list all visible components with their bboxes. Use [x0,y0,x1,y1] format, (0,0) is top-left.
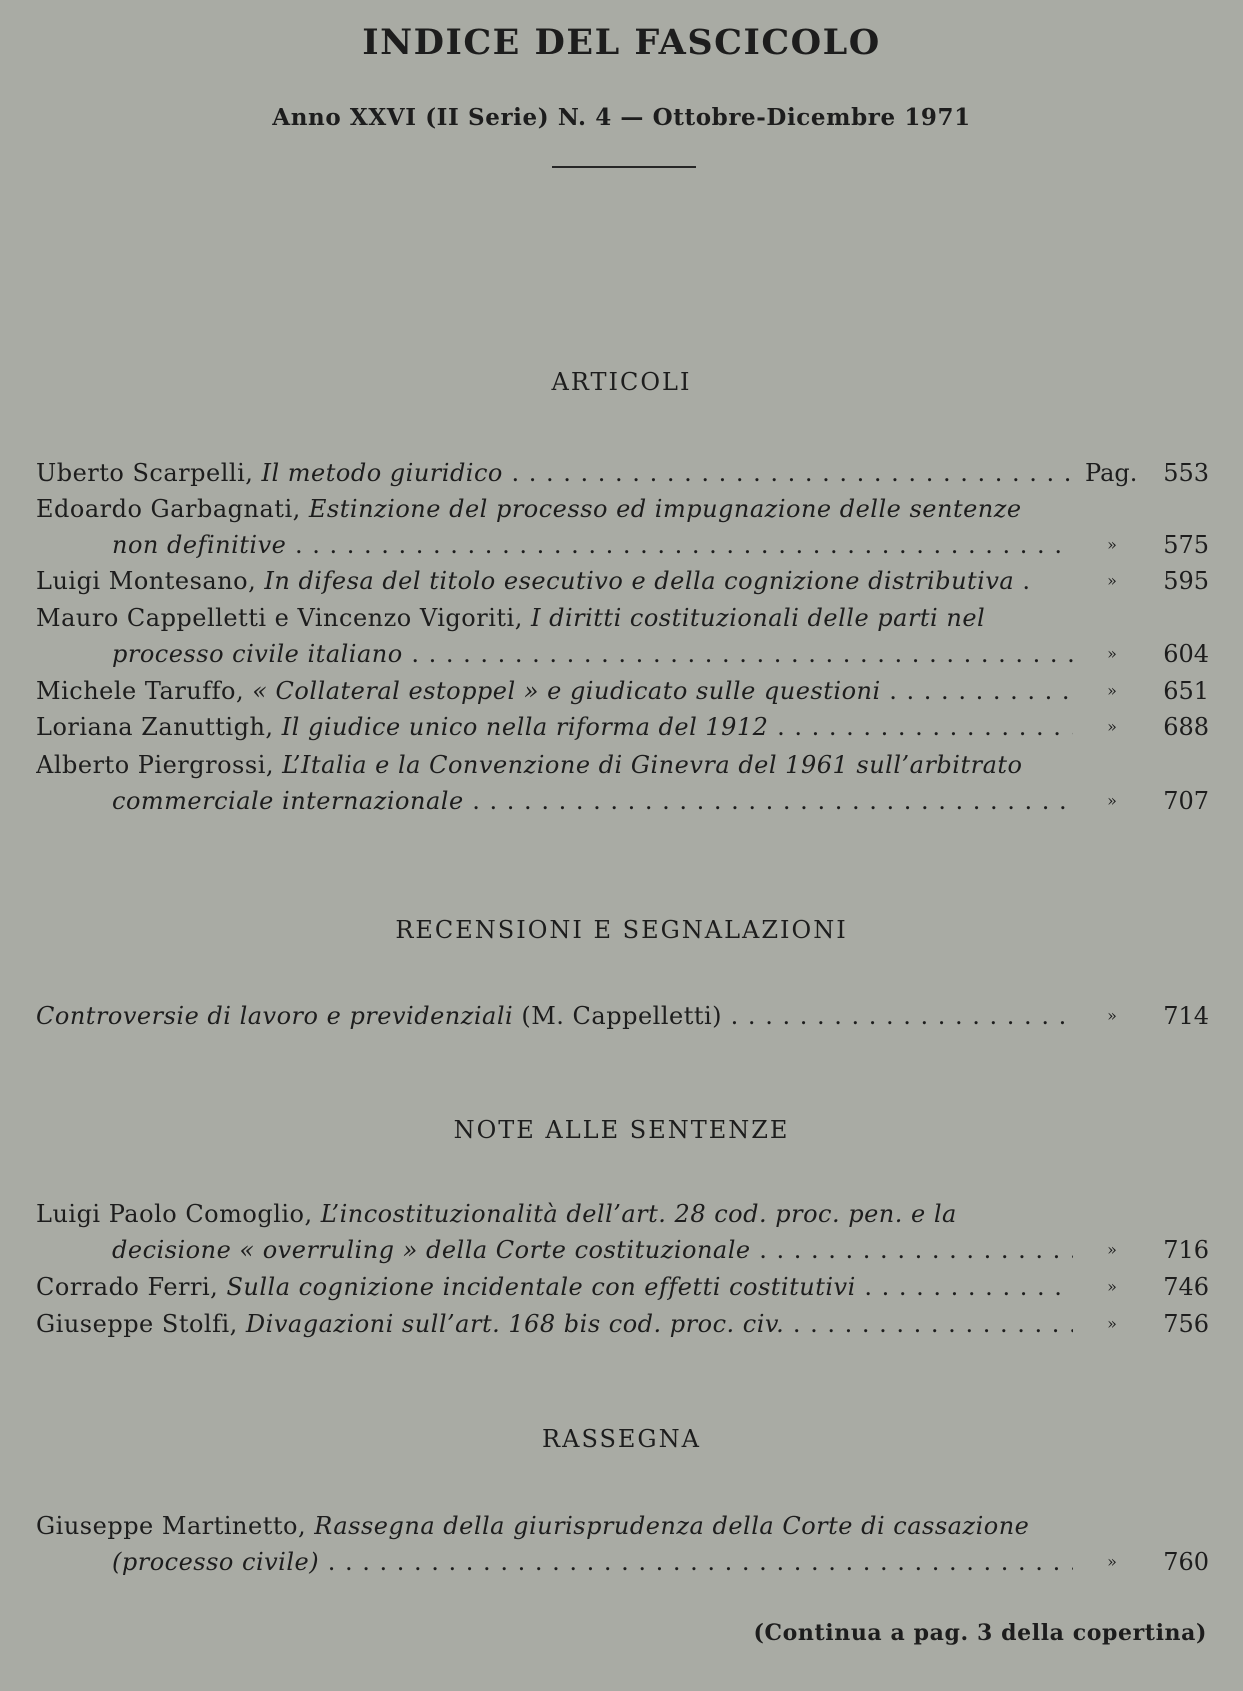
entry-title: Rassegna della giurisprudenza della Corte di cassazione [314,1512,1030,1540]
entry-text [36,1508,1073,1544]
ditto-marker: » [1107,535,1117,554]
toc-entry [0,563,1243,599]
title-rule [552,166,696,168]
toc-entry [0,709,1243,745]
ditto-marker: » [1107,1006,1117,1025]
entry-author: Giuseppe Stolfi, [36,1310,238,1338]
page-number: 688 [1163,713,1209,741]
section-heading-rassegna: RASSEGNA [542,1425,701,1453]
entry-author: Giuseppe Martinetto, [36,1512,307,1540]
toc-entry [0,673,1243,709]
entry-title: L’incostituzionalità dell’art. 28 cod. proc. pen. e la [320,1200,957,1228]
entry-title: In difesa del titolo esecutivo e della cognizione distributiva [264,567,1015,595]
ditto-marker: » [1107,791,1117,810]
entry-title-continued: non definitive [112,531,287,559]
section-heading-note: NOTE ALLE SENTENZE [453,1116,790,1144]
page-number: 756 [1163,1310,1209,1338]
entry-author: Mauro Cappelletti e Vincenzo Vigoriti, [36,604,523,632]
entry-text-continued [112,783,1073,819]
ditto-marker: » [1107,1552,1117,1571]
continuation-note: (Continua a pag. 3 della copertina) [753,1620,1207,1646]
entry-title-continued: (processo civile) [112,1548,320,1576]
page-number: 553 [1163,459,1209,487]
entry-author: Alberto Piergrossi, [36,751,274,779]
ditto-marker: » [1107,717,1117,736]
entry-author: Edoardo Garbagnati, [36,495,301,523]
entry-text [36,600,1073,636]
ditto-marker: » [1107,1240,1117,1259]
toc-entry [0,747,1243,819]
entry-author: Loriana Zanuttigh, [36,713,274,741]
entry-title: Divagazioni sull’art. 168 bis cod. proc. civ. [245,1310,785,1338]
entry-author: Luigi Montesano, [36,567,257,595]
entry-title-continued: decisione « overruling » della Corte costituzionale [112,1236,751,1264]
page-number: 716 [1163,1236,1209,1264]
toc-entry [0,455,1243,491]
ditto-marker: » [1107,1277,1117,1296]
entry-text-continued [112,1232,1073,1268]
entry-author: (M. Cappelletti) [521,1002,723,1030]
toc-entry [0,1508,1243,1580]
ditto-marker: » [1107,1314,1117,1333]
toc-entry [0,1306,1243,1342]
section-heading-articoli: ARTICOLI [551,368,692,396]
section-heading-recensioni: RECENSIONI E SEGNALAZIONI [395,916,848,944]
issue-subtitle: Anno XXVI (II Serie) N. 4 — Ottobre-Dicembre 1971 [272,104,971,131]
ditto-marker: » [1107,681,1117,700]
toc-entry [0,491,1243,563]
entry-text [36,491,1073,527]
ditto-marker: » [1107,644,1117,663]
entry-text [36,709,1073,745]
page-title: INDICE DEL FASCICOLO [362,22,881,63]
page-number: 714 [1163,1002,1209,1030]
entry-author: Luigi Paolo Comoglio, [36,1200,313,1228]
entry-text [36,747,1073,783]
entry-text [36,998,1073,1034]
entry-suffix: . [1022,567,1031,595]
entry-text [36,455,1073,491]
entry-title: L’Italia e la Convenzione di Ginevra del 1961 sull’arbitrato [282,751,1023,779]
page-label: Pag. [1085,459,1138,487]
entry-text-continued [112,527,1073,563]
entry-author: Michele Taruffo, [36,677,245,705]
page-number: 595 [1163,567,1209,595]
entry-title-continued: commerciale internazionale [112,787,464,815]
entry-text [36,1269,1073,1305]
entry-text-continued [112,1544,1073,1580]
entry-title: « Collateral estoppel » e giudicato sulle questioni [252,677,881,705]
entry-title: Sulla cognizione incidentale con effetti costitutivi [226,1273,856,1301]
toc-entry [0,600,1243,672]
entry-title: Il giudice unico nella riforma del 1912 [281,713,769,741]
entry-author: Uberto Scarpelli, [36,459,254,487]
toc-entry [0,1196,1243,1268]
page-number: 604 [1163,640,1209,668]
entry-text [36,1306,1073,1342]
entry-title: Controversie di lavoro e previdenziali [36,1002,514,1030]
toc-entry [0,998,1243,1034]
entry-title: I diritti costituzionali delle parti nel [530,604,986,632]
ditto-marker: » [1107,571,1117,590]
entry-text-continued [112,636,1073,672]
entry-text [36,673,1073,709]
entry-title-continued: processo civile italiano [112,640,403,668]
entry-author: Corrado Ferri, [36,1273,219,1301]
toc-entry [0,1269,1243,1305]
page-number: 760 [1163,1548,1209,1576]
entry-text [36,1196,1073,1232]
entry-title: Il metodo giuridico [261,459,503,487]
page-number: 707 [1163,787,1209,815]
page-number: 651 [1163,677,1209,705]
entry-text [36,563,1073,599]
entry-title: Estinzione del processo ed impugnazione delle sentenze [308,495,1022,523]
page-number: 746 [1163,1273,1209,1301]
page-number: 575 [1163,531,1209,559]
